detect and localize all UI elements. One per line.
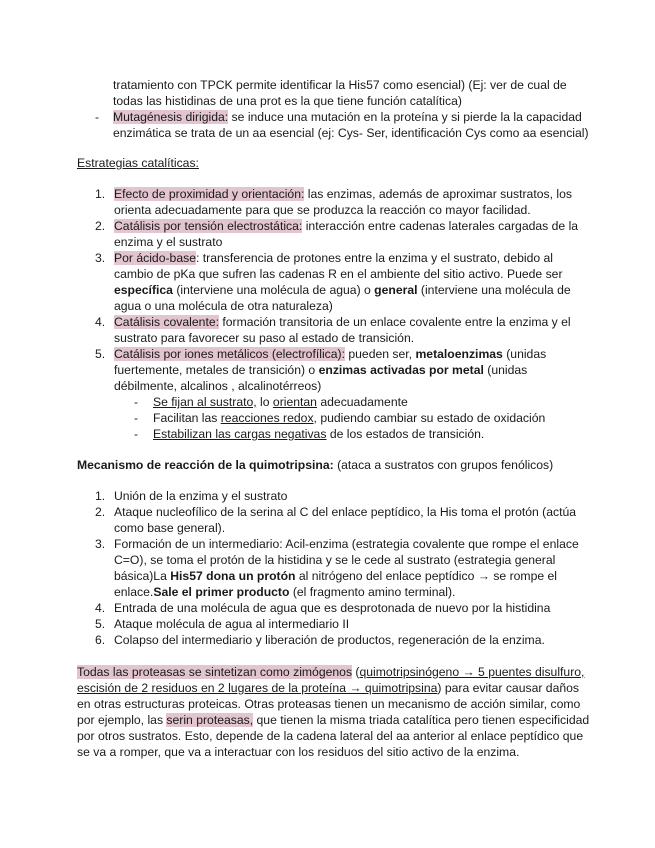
sub-bullet-dash: - (134, 427, 139, 441)
highlight-acid-base: Por ácido-base (114, 251, 196, 265)
step-5: Ataque molécula de agua al intermediario II (114, 617, 350, 631)
highlight-serine-proteases: serin proteasas, (166, 713, 254, 727)
list-number: 3. (95, 537, 106, 551)
list-item-5-line-3: débilmente, alcalinos , alcalinotérreos) (114, 379, 322, 393)
step-3-line-3: básica)La His57 dona un protón al nitrógeno del enlace peptídico → se rompe el (114, 569, 558, 583)
list-number: 3. (95, 251, 106, 265)
list-number: 5. (95, 347, 106, 361)
mutagenesis-line-1: Mutagénesis dirigida: se induce una mutación en la proteína y si pierde la la capacidad (113, 110, 582, 124)
step-1: Unión de la enzima y el sustrato (114, 489, 288, 503)
list-item-3-line-4: agua o una molécula de otra naturaleza) (114, 299, 333, 313)
list-number: 5. (95, 617, 106, 631)
section-heading-mecanismo: Mecanismo de reacción de la quimotripsina: (ataca a sustratos con grupos fenólicos) (77, 458, 554, 472)
list-item-2-line-2: enzima y el sustrato (114, 235, 223, 249)
highlight-metal-ions: Catálisis por iones metálicos (electrofílica): (114, 347, 345, 361)
list-item-4-line-1: Catálisis covalente: formación transitoria de un enlace covalente entre la enzima y el (114, 315, 571, 329)
intro-line-2: todas las histidinas de una prot es la que tiene función catalítica) (113, 94, 462, 108)
list-item-2-line-1: Catálisis por tensión electrostática: interacción entre cadenas laterales cargadas de la (114, 219, 579, 233)
bullet-dash: - (95, 110, 100, 124)
list-item-3-line-2: cambio de pKa que sufren las cadenas R en el ambiente del sitio activo. Puede ser (114, 267, 563, 281)
highlight-zymogens: Todas las proteasas se sintetizan como zimógenos (77, 665, 353, 679)
step-2-line-2: como base general). (114, 521, 226, 535)
step-2-line-1: Ataque nucleofílico de la serina al C del enlace peptídico, la His toma el protón (actúa (114, 505, 577, 519)
paragraph-line-6: se va a romper, que va a interactuar con los residuos del sitio activo de la enzima. (77, 745, 520, 759)
list-number: 4. (95, 315, 106, 329)
highlight-covalent: Catálisis covalente: (114, 315, 219, 329)
list-item-1-line-2: orienta adecuadamente para que se produzca la reacción co mayor facilidad. (114, 203, 531, 217)
list-item-3-line-3: específica (interviene una molécula de agua) o general (interviene una molécula de (114, 283, 571, 297)
sub-item-1: Se fijan al sustrato, lo orientan adecuadamente (153, 395, 408, 409)
paragraph-line-4: por ejemplo, las serin proteasas, que tienen la misma triada catalítica pero tienen especificidad (77, 713, 590, 727)
sub-bullet-dash: - (134, 411, 139, 425)
list-item-5-line-2: fuertemente, metales de transición) o enzimas activadas por metal (unidas (114, 363, 528, 377)
step-3-line-4: enlace.Sale el primer producto (el fragmento amino terminal). (114, 585, 456, 599)
list-item-1-line-1: Efecto de proximidad y orientación: las enzimas, además de aproximar sustratos, los (114, 187, 572, 201)
list-number: 2. (95, 505, 106, 519)
highlight-mutagenesis: Mutagénesis dirigida: (113, 110, 229, 124)
list-item-4-line-2: sustrato para favorecer su paso al estado de transición. (114, 331, 415, 345)
sub-bullet-dash: - (134, 395, 139, 409)
highlight-proximity: Efecto de proximidad y orientación: (114, 187, 305, 201)
paragraph-line-5: por otros sustratos. Esto, depende de la cadena lateral del aa anterior al enlace peptídico que (77, 729, 584, 743)
list-number: 1. (95, 489, 106, 503)
list-number: 6. (95, 633, 106, 647)
highlight-tension: Catálisis por tensión electrostática: (114, 219, 303, 233)
intro-line-1: tratamiento con TPCK permite identificar la His57 como esencial) (Ej: ver de cual de (113, 78, 567, 92)
step-3-line-2: C=O), se toma el protón de la histidina y se le cede al sustrato (estrategia general (114, 553, 556, 567)
step-6: Colapso del intermediario y liberación de productos, regeneración de la enzima. (114, 633, 545, 647)
sub-item-3: Estabilizan las cargas negativas de los estados de transición. (153, 427, 485, 441)
list-number: 1. (95, 187, 106, 201)
paragraph-line-1: Todas las proteasas se sintetizan como zimógenos (quimotripsinógeno → 5 puentes disulfuro, (77, 665, 585, 679)
list-item-5-line-1: Catálisis por iones metálicos (electrofílica): pueden ser, metaloenzimas (unidas (114, 347, 547, 361)
sub-item-2: Facilitan las reacciones redox, pudiendo cambiar su estado de oxidación (153, 411, 546, 425)
paragraph-line-3: en otras estructuras proteicas. Otras proteasas tienen un mecanismo de acción similar, como (77, 697, 581, 711)
list-number: 4. (95, 601, 106, 615)
step-3-line-1: Formación de un intermediario: Acil-enzima (estrategia covalente que rompe el enlace (114, 537, 579, 551)
mutagenesis-line-2: enzimática se trata de un aa esencial (ej: Cys- Ser, identificación Cys como aa esencial) (113, 126, 589, 140)
list-number: 2. (95, 219, 106, 233)
list-item-3-line-1: Por ácido-base: transferencia de protones entre la enzima y el sustrato, debido al (114, 251, 554, 265)
step-4: Entrada de una molécula de agua que es desprotonada de nuevo por la histidina (114, 601, 551, 615)
section-heading-estrategias: Estrategias catalíticas: (77, 156, 199, 170)
paragraph-line-2: escisión de 2 residuos en 2 lugares de la proteína → quimotripsina) para evitar causar daños (77, 681, 580, 695)
